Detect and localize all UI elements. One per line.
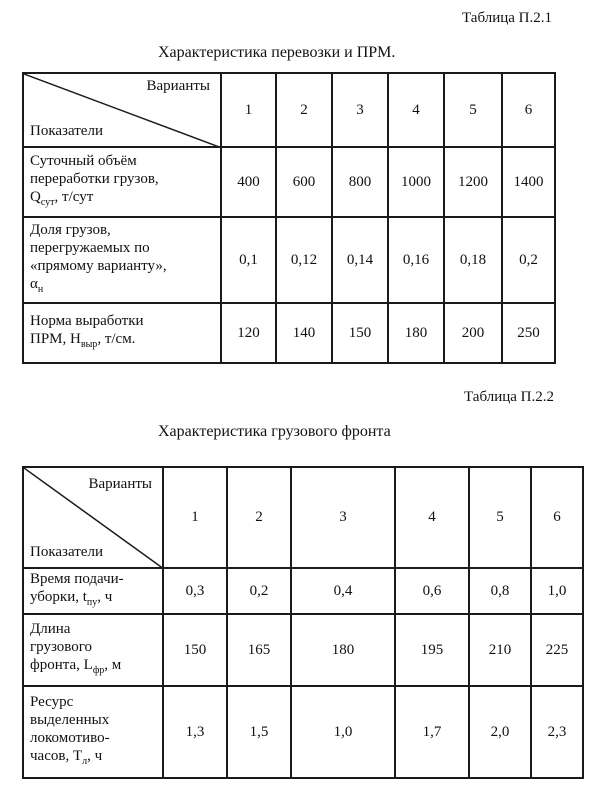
table-cell: 2,3 <box>531 686 583 778</box>
table-cell: 150 <box>332 303 388 363</box>
table-cell: 1,0 <box>531 568 583 614</box>
table-cell: 0,8 <box>469 568 531 614</box>
table-1-title: Характеристика перевозки и ПРМ. <box>158 44 396 61</box>
table-cell: 1400 <box>502 147 555 217</box>
table-cell: 180 <box>291 614 395 686</box>
variant-header: 2 <box>227 467 291 568</box>
variant-header: 2 <box>276 73 332 147</box>
table-cell: 150 <box>163 614 227 686</box>
variant-header: 4 <box>395 467 469 568</box>
table-row <box>23 614 583 686</box>
table-cell: 0,2 <box>502 217 555 303</box>
table-cell: 1000 <box>388 147 444 217</box>
table-1-corner-cell <box>23 73 221 147</box>
table-row <box>23 303 555 363</box>
table-cell: 600 <box>276 147 332 217</box>
table-cell: 0,3 <box>163 568 227 614</box>
table-1-number: Таблица П.2.1 <box>462 10 552 26</box>
table-row <box>23 217 555 303</box>
table-row <box>23 147 555 217</box>
table-cell: 400 <box>221 147 276 217</box>
table-cell: 1,3 <box>163 686 227 778</box>
table-cell: 2,0 <box>469 686 531 778</box>
table-2-number: Таблица П.2.2 <box>464 389 554 405</box>
table-1-header-row <box>23 73 555 147</box>
table-cell: 200 <box>444 303 502 363</box>
corner-label-variants: Варианты <box>88 476 152 492</box>
table-1 <box>22 72 556 364</box>
table-2-title: Характеристика грузового фронта <box>158 423 391 440</box>
row-label: Суточный объём переработки грузов, $Q_{сут}$, т/сут <box>23 147 221 217</box>
table-cell: 1,5 <box>227 686 291 778</box>
table-cell: 800 <box>332 147 388 217</box>
row-label: Длина грузового фронта, $L_{фр}$, м <box>23 614 163 686</box>
variant-header: 6 <box>531 467 583 568</box>
table-cell: 120 <box>221 303 276 363</box>
table-cell: 225 <box>531 614 583 686</box>
variant-header: 3 <box>291 467 395 568</box>
table-2-corner-cell <box>23 467 163 568</box>
table-cell: 1,0 <box>291 686 395 778</box>
table-cell: 0,16 <box>388 217 444 303</box>
table-2 <box>22 466 584 779</box>
table-cell: 0,2 <box>227 568 291 614</box>
table-cell: 165 <box>227 614 291 686</box>
table-cell: 0,12 <box>276 217 332 303</box>
table-2-header-row <box>23 467 583 568</box>
table-cell: 0,1 <box>221 217 276 303</box>
table-row <box>23 686 583 778</box>
table-cell: 0,6 <box>395 568 469 614</box>
table-cell: 1,7 <box>395 686 469 778</box>
variant-header: 5 <box>444 73 502 147</box>
table-cell: 180 <box>388 303 444 363</box>
table-cell: 195 <box>395 614 469 686</box>
table-cell: 250 <box>502 303 555 363</box>
table-row <box>23 568 583 614</box>
corner-label-indicators: Показатели <box>30 544 103 560</box>
table-cell: 0,14 <box>332 217 388 303</box>
row-label: Ресурс выделенных локомотиво- часов, $T_л$, ч <box>23 686 163 778</box>
variant-header: 6 <box>502 73 555 147</box>
table-cell: 0,4 <box>291 568 395 614</box>
variant-header: 3 <box>332 73 388 147</box>
table-cell: 210 <box>469 614 531 686</box>
variant-header: 1 <box>163 467 227 568</box>
table-cell: 140 <box>276 303 332 363</box>
table-cell: 0,18 <box>444 217 502 303</box>
corner-label-variants: Варианты <box>146 78 210 94</box>
corner-label-indicators: Показатели <box>30 123 103 139</box>
row-label: Норма выработки ПРМ, $H_{выр}$, т/см. <box>23 303 221 363</box>
variant-header: 1 <box>221 73 276 147</box>
variant-header: 4 <box>388 73 444 147</box>
table-cell: 1200 <box>444 147 502 217</box>
row-label: Время подачи- уборки, $t_{пу}$, ч <box>23 568 163 614</box>
row-label: Доля грузов, перегружаемых по «прямому варианту», $\alpha_н$ <box>23 217 221 303</box>
variant-header: 5 <box>469 467 531 568</box>
